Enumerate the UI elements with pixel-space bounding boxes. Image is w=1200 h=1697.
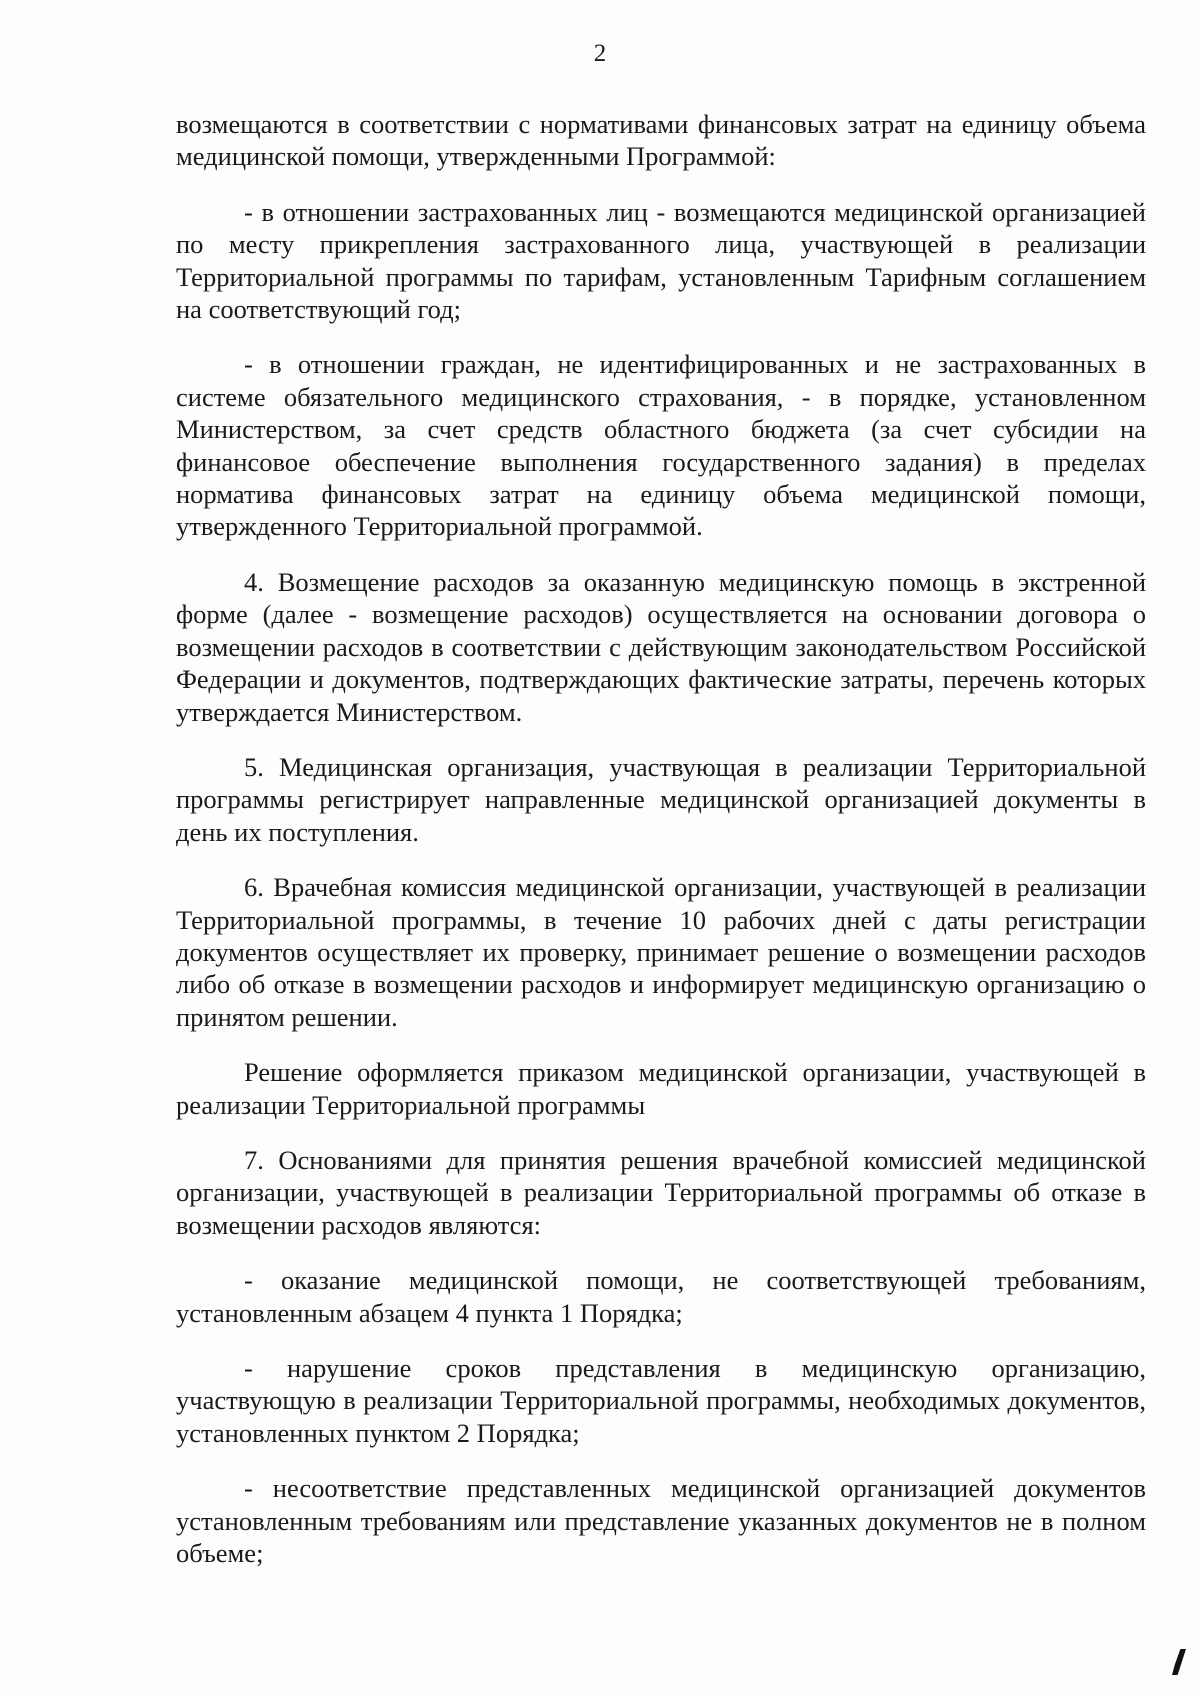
paragraph: 7. Основаниями для принятия решения врачебной комиссией медицинской организации, участвующей в реализации Территориальной программы об отказе в возмещении расходов являются: bbox=[176, 1144, 1146, 1240]
paragraph: 5. Медицинская организация, участвующая в реализации Территориальной программы регистрирует направленные медицинской организацией документы в день их поступления. bbox=[176, 751, 1146, 847]
paragraph: Решение оформляется приказом медицинской организации, участвующей в реализации Территориальной программы bbox=[176, 1057, 1146, 1120]
paragraph: 4. Возмещение расходов за оказанную медицинскую помощь в экстренной форме (далее - возмещение расходов) осуществляется на основании договора о возмещении расходов в соответствии с действующим законодательством Российской Федерации и документов, подтверждающих фактические затраты, перечень которых утверждается Министерством. bbox=[176, 566, 1146, 727]
scan-mark-icon bbox=[1172, 1649, 1186, 1675]
paragraph: - в отношении застрахованных лиц - возмещаются медицинской организацией по месту прикрепления застрахованного лица, участвующей в реализации Территориальной программы по тарифам, установленным Тарифным соглашением на соответствующий год; bbox=[176, 196, 1146, 325]
paragraph: 6. Врачебная комиссия медицинской организации, участвующей в реализации Территориальной программы, в течение 10 рабочих дней с даты регистрации документов осуществляет их проверку, принимает решение о возмещении расходов либо об отказе в возмещении расходов и информирует медицинскую организацию о принятом решении. bbox=[176, 872, 1146, 1032]
paragraph: возмещаются в соответствии с нормативами финансовых затрат на единицу объема медицинской помощи, утвержденными Программой: bbox=[176, 109, 1146, 172]
paragraph: - в отношении граждан, не идентифицированных и не застрахованных в системе обязательного медицинского страхования, - в порядке, установленном Министерством, за счет средств областного бюджета (за счет субсидии на финансовое обеспечение выполнения государственного задания) в пределах норматива финансовых затрат на единицу объема медицинской помощи, утвержденного Территориальной программой. bbox=[176, 349, 1146, 542]
paragraph: - оказание медицинской помощи, не соответствующей требованиям, установленным абзацем 4 пункта 1 Порядка; bbox=[176, 1265, 1146, 1328]
paragraph: - нарушение сроков представления в медицинскую организацию, участвующую в реализации Территориальной программы, необходимых документов, установленных пунктом 2 Порядка; bbox=[176, 1353, 1146, 1448]
page-number: 2 bbox=[593, 40, 607, 67]
document-body bbox=[176, 108, 1146, 1592]
paragraph: - несоответствие представленных медицинской организацией документов установленным требованиям или представление указанных документов не в полном объеме; bbox=[176, 1473, 1146, 1569]
